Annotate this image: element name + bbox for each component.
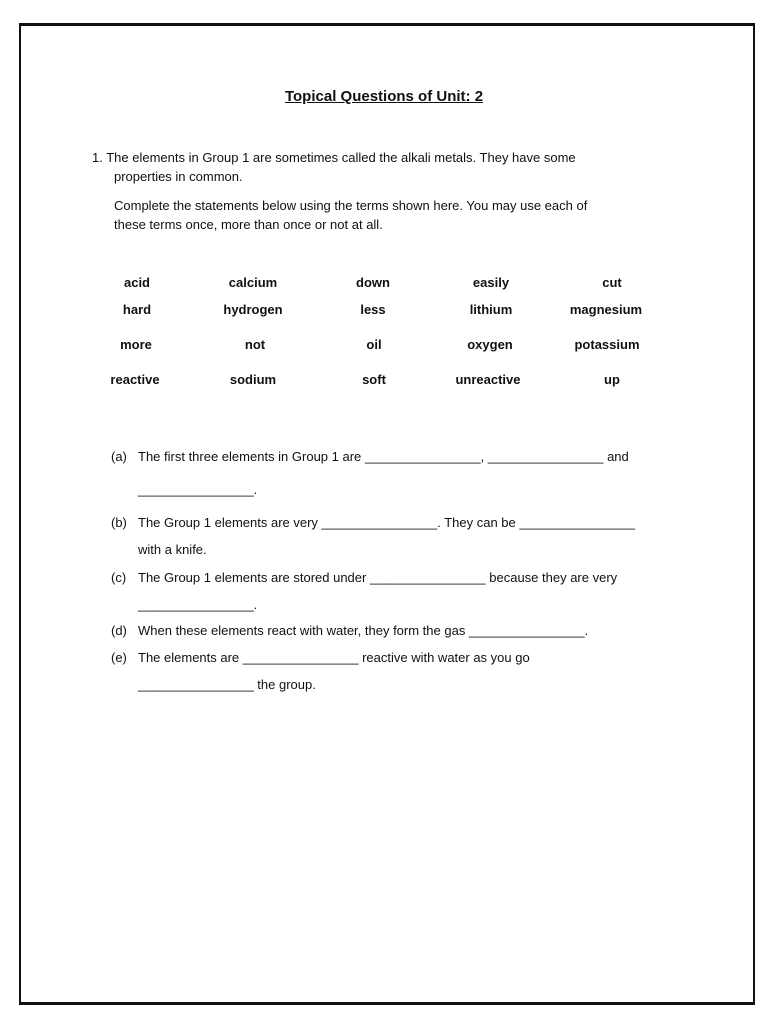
part-text: The Group 1 elements are very ________________. They can be ________________	[138, 515, 636, 530]
term: lithium	[469, 302, 513, 317]
term: easily	[472, 275, 510, 290]
page-title: Topical Questions of Unit: 2	[284, 88, 484, 105]
part-text: When these elements react with water, they form the gas ________________.	[138, 623, 589, 638]
term: hard	[122, 302, 152, 317]
part-text: ________________.	[138, 597, 258, 612]
part-text: ________________.	[138, 482, 258, 497]
part-label: (d)	[111, 623, 127, 638]
instructions-line-1: Complete the statements below using the terms shown here. You may use each of	[114, 198, 588, 213]
part-label: (a)	[111, 449, 127, 464]
term: soft	[362, 372, 386, 387]
term: unreactive	[455, 372, 521, 387]
part-text: The Group 1 elements are stored under ________________ because they are very	[138, 570, 618, 585]
part-text: with a knife.	[138, 542, 207, 557]
term-bank	[0, 0, 768, 400]
part-label: (b)	[111, 515, 127, 530]
term: sodium	[229, 372, 277, 387]
question-intro-line-2: properties in common.	[114, 169, 243, 184]
term: more	[120, 337, 152, 352]
part-text: ________________ the group.	[138, 677, 316, 692]
term: less	[360, 302, 386, 317]
term: up	[604, 372, 620, 387]
question-intro-line-1: 1. The elements in Group 1 are sometimes called the alkali metals. They have some	[92, 150, 576, 165]
term: reactive	[110, 372, 160, 387]
term: potassium	[574, 337, 640, 352]
term: oxygen	[467, 337, 513, 352]
part-text: The first three elements in Group 1 are ________________, ________________ and	[138, 449, 629, 464]
part-text: The elements are ________________ reactive with water as you go	[138, 650, 530, 665]
term: magnesium	[569, 302, 643, 317]
term: cut	[602, 275, 622, 290]
term: oil	[366, 337, 382, 352]
term: acid	[123, 275, 150, 290]
part-label: (c)	[111, 570, 127, 585]
instructions-line-2: these terms once, more than once or not at all.	[114, 217, 383, 232]
term: hydrogen	[223, 302, 283, 317]
part-label: (e)	[111, 650, 127, 665]
term: down	[356, 275, 390, 290]
term: not	[244, 337, 266, 352]
term: calcium	[228, 275, 278, 290]
